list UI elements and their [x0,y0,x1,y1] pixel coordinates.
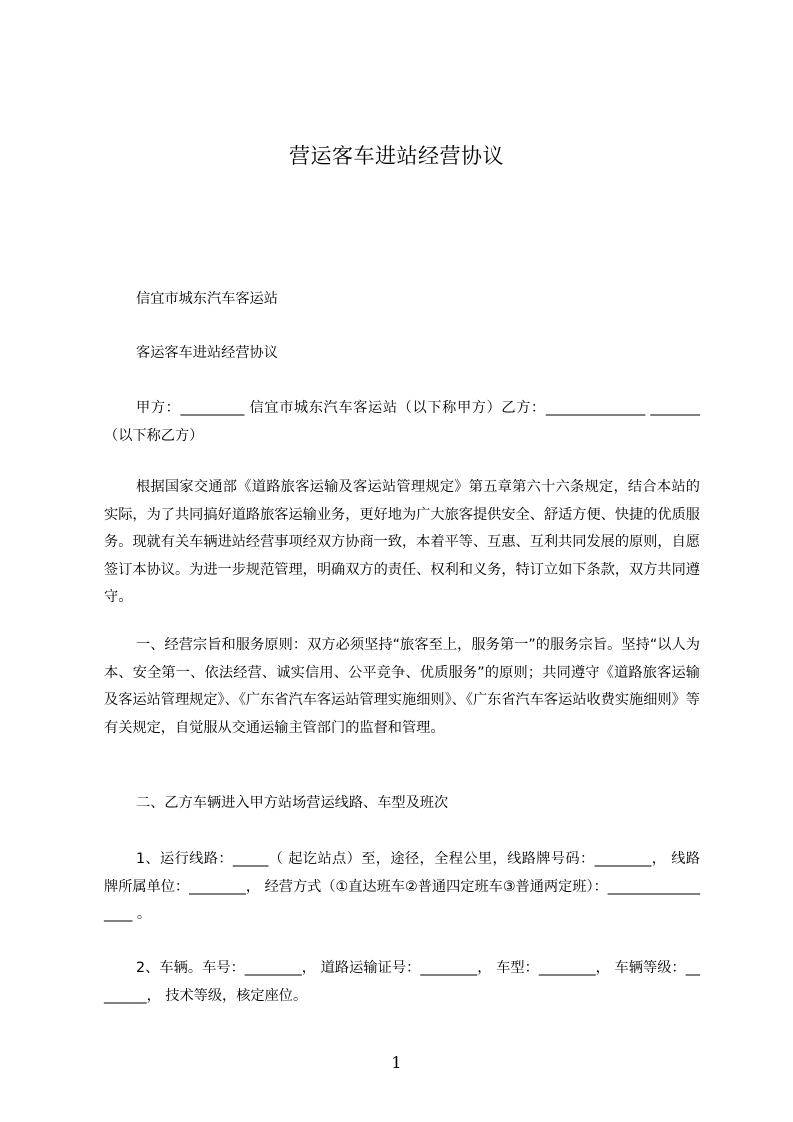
preamble-paragraph: 根据国家交通部《道路旅客运输及客运站管理规定》第五章第六十六条规定，结合本站的实际，为了共同搞好道路旅客运输业务，更好地为广大旅客提供安全、舒适方便、快捷的优质服务。现就有关车辆进站经营事项经双方协商一致，本着平等、互惠、互利共同发展的原则，自愿签订本协议。为进一步规范管理，明确双方的责任、权利和义务，特订立如下条款，双方共同遵守。 [104,479,700,605]
parties-paragraph: 甲方：_________ 信宜市城东汽车客运站（以下称甲方）乙方：______________ _______ （以下称乙方） [104,400,700,444]
agreement-name-paragraph: 客运客车进站经营协议 [136,345,278,361]
station-name-paragraph: 信宜市城东汽车客运站 [136,291,278,307]
clause-two-heading: 二、乙方车辆进入甲方站场营运线路、车型及班次 [136,795,449,811]
route-item-paragraph: 1、运行线路：_____（ 起讫站点）至，途径，全程公里，线路牌号码：________， 线路牌所属单位：________， 经营方式（①直达班车②普通四定班车③普通两定班）：_________________ 。 [104,851,700,922]
page-number: 1 [391,1053,402,1072]
vehicle-item-paragraph: 2、车辆。车号：________， 道路运输证号：________， 车型：________， 车辆等级：________， 技术等级，核定座位。 [104,960,700,1004]
clause-one-paragraph: 一、经营宗旨和服务原则：双方必须坚持“旅客至上，服务第一”的服务宗旨。坚持“以人为本、安全第一、依法经营、诚实信用、公平竞争、优质服务”的原则；共同遵守《道路旅客运输及客运站管理规定》、《广东省汽车客运站管理实施细则》、《广东省汽车客运站收费实施细则》等有关规定，自觉服从交通运输主管部门的监督和管理。 [104,637,700,736]
document-title: 营运客车进站经营协议 [289,144,504,168]
